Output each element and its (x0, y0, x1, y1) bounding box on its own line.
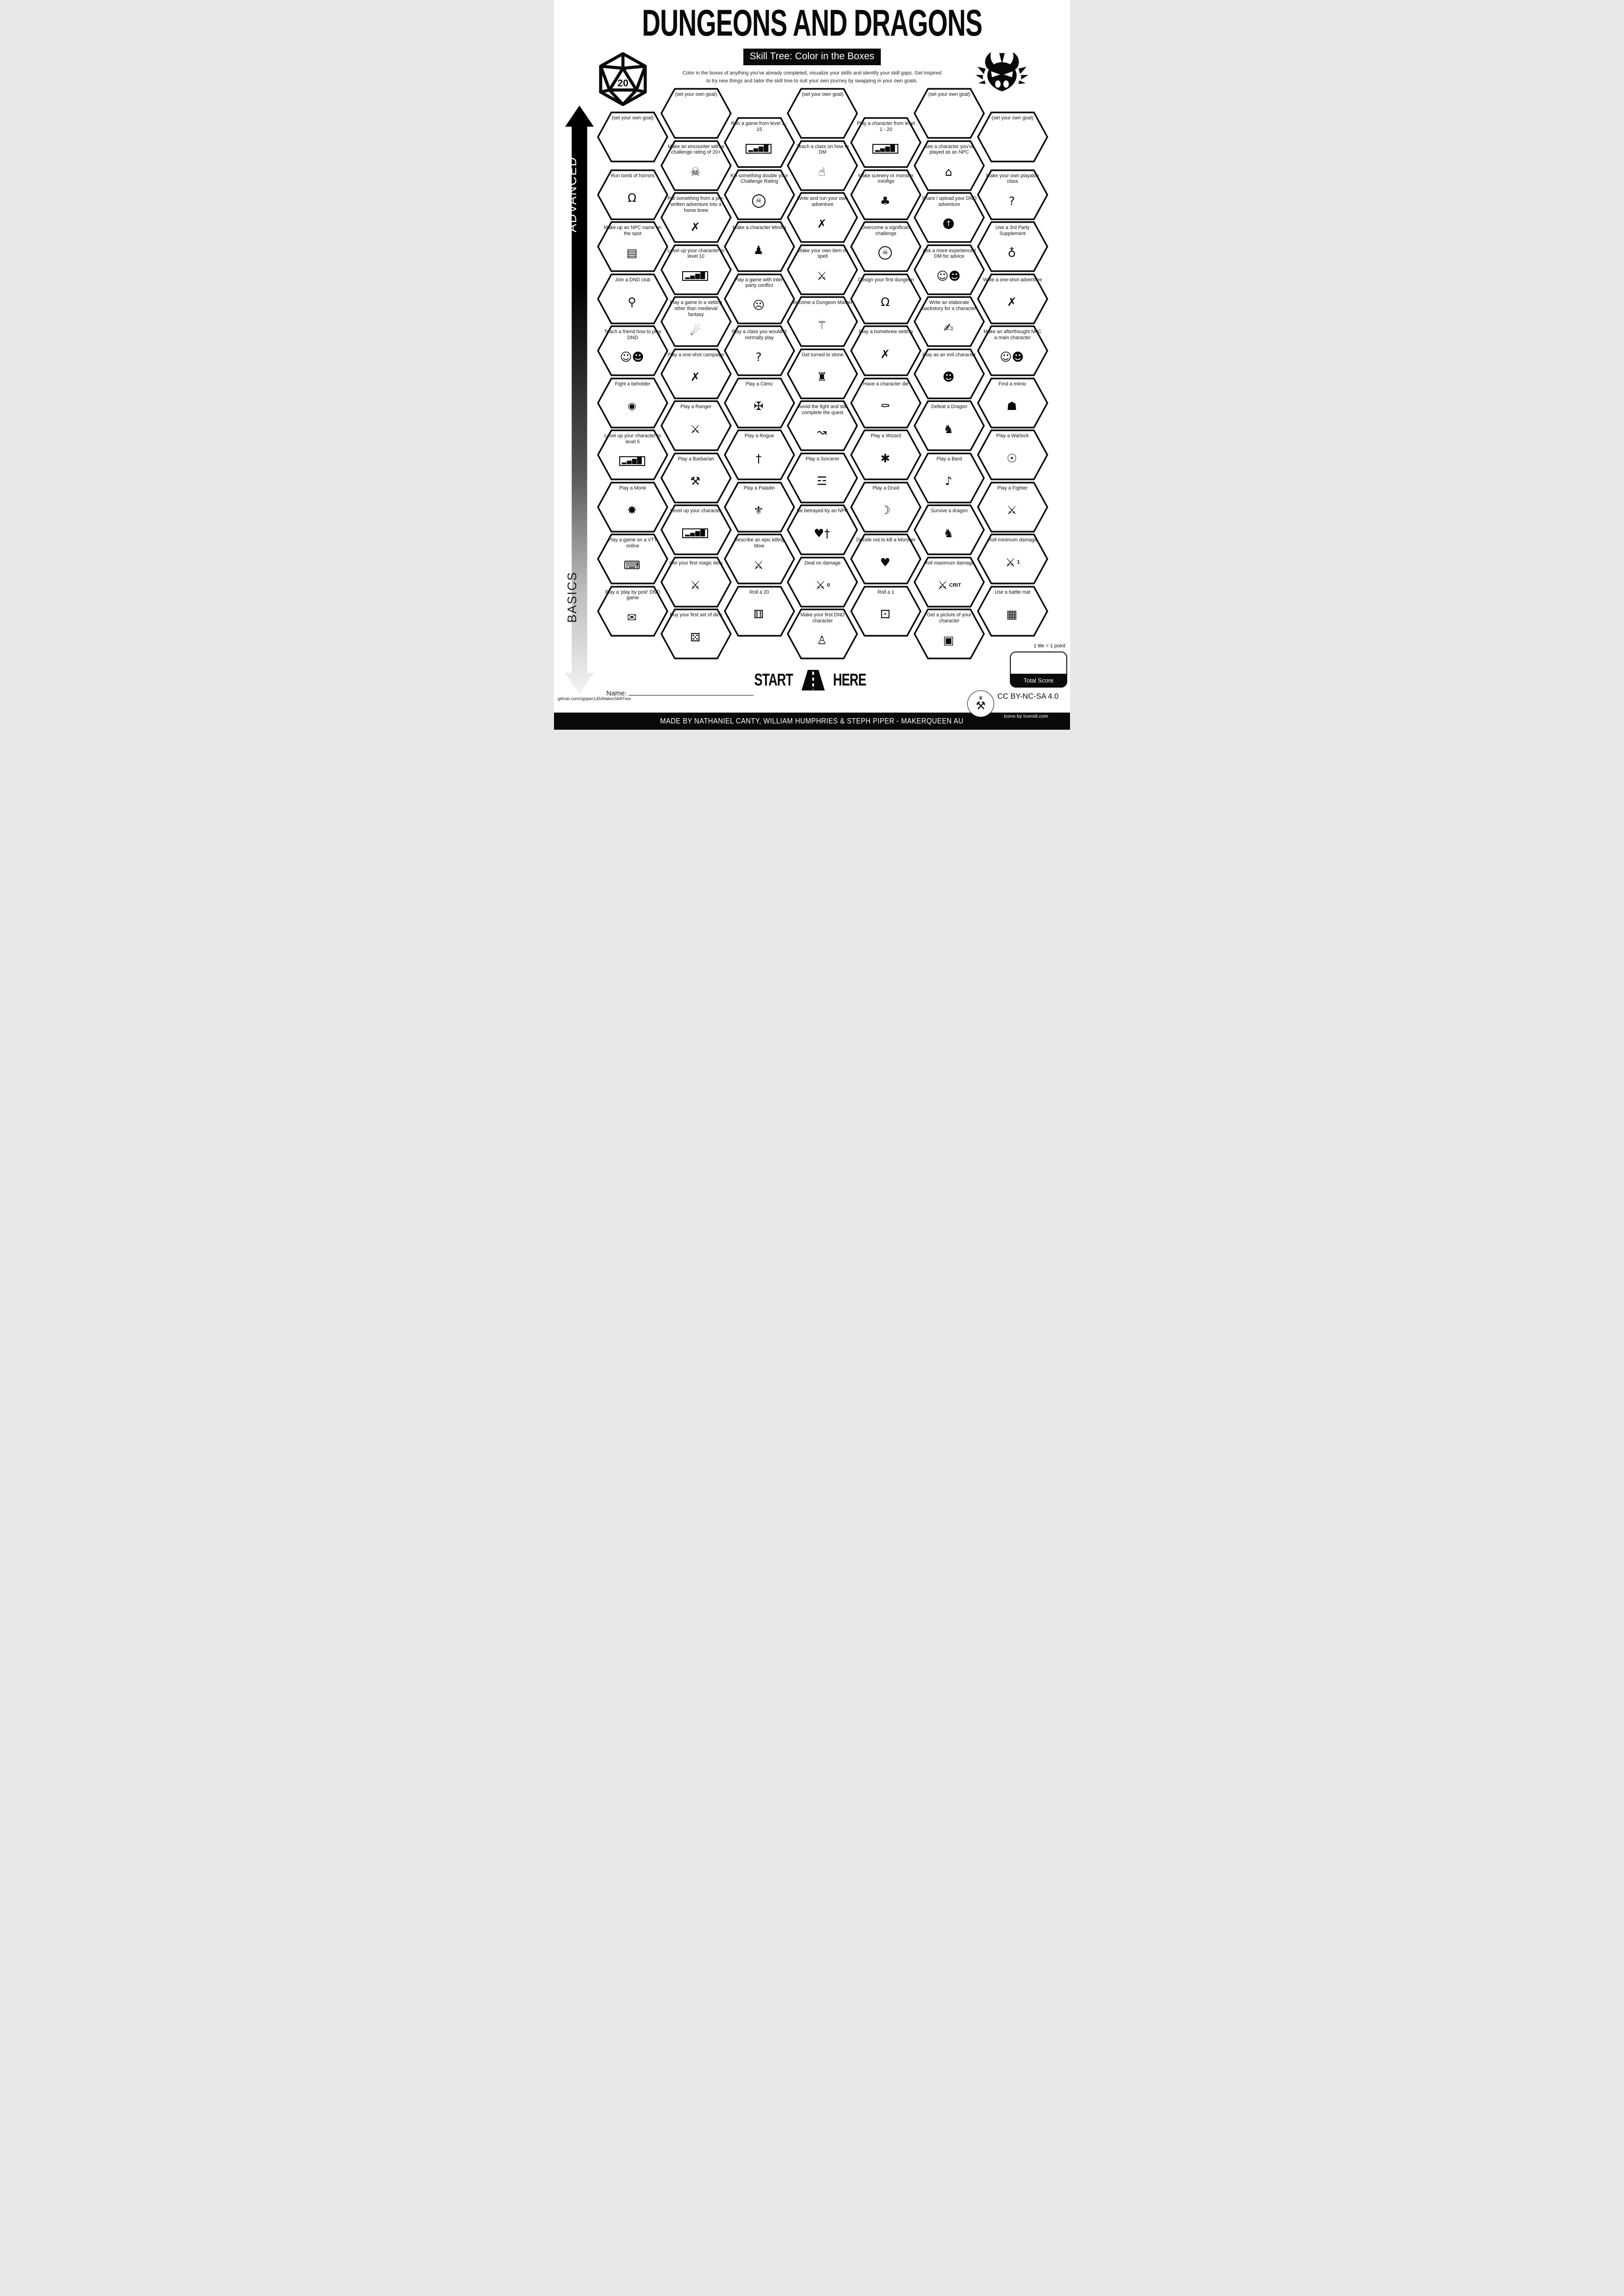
tile-label: Have a character die (863, 381, 909, 387)
beholder-eye-icon: ◉ (628, 400, 636, 412)
license: CC BY-NC-SA 4.0 (997, 692, 1059, 701)
skill-tile[interactable] (597, 533, 668, 585)
angry-face-icon: ☹ (753, 298, 765, 312)
skill-tile[interactable] (850, 429, 921, 481)
skill-tile[interactable] (914, 452, 985, 504)
skill-tile[interactable] (724, 221, 795, 273)
d20-outline-icon: ⚄ (690, 630, 701, 644)
skill-tile[interactable] (597, 169, 668, 221)
tile-label: (set your own goal) (802, 92, 844, 97)
skill-tile[interactable] (850, 533, 921, 585)
skill-tile[interactable] (787, 192, 858, 243)
dragon-hearts-icon: ♥ (880, 555, 890, 569)
crown-icon: ♛ (978, 695, 983, 701)
level-up-chart-icon: ▂▄▆█ (682, 514, 709, 556)
crypt-door-icon: Ω (627, 191, 637, 205)
skill-tree-poster (554, 0, 1070, 730)
skill-tile[interactable] (977, 273, 1048, 325)
skill-tile[interactable] (787, 556, 858, 608)
tile-label: Make scenery or monster minifigs (858, 173, 914, 185)
here-label: HERE (833, 670, 866, 689)
road-icon (800, 668, 827, 692)
tile-label: Make up an NPC name on the spot (604, 225, 662, 236)
friends-laptop-icon: ☺☻ (620, 350, 644, 364)
tile-label: Roll minimum damage (988, 537, 1037, 543)
skill-tile[interactable] (850, 377, 921, 429)
tile-label: Play a homebrew setting (859, 329, 913, 335)
upload-icon: ↑ (943, 208, 955, 243)
skill-tile[interactable] (787, 452, 858, 504)
skill-tile[interactable] (724, 117, 795, 168)
skill-tile[interactable] (597, 481, 668, 533)
house-person-icon: ⌂ (945, 165, 952, 179)
score-entry-area[interactable] (1011, 652, 1066, 674)
adventurer-icon: ♙ (816, 633, 828, 647)
skill-tile[interactable] (597, 429, 668, 481)
portrait-icon: ▣ (943, 633, 954, 647)
svg-text:20: 20 (617, 77, 628, 89)
skill-tile[interactable] (914, 244, 985, 296)
subtitle-banner: Skill Tree: Color in the Boxes (743, 49, 881, 65)
tile-label: Play a Bard (936, 456, 962, 462)
skill-tile[interactable] (660, 244, 732, 296)
skill-tile[interactable] (914, 608, 985, 660)
skill-tile[interactable] (914, 296, 985, 348)
icons-credit: Icons by Icons8.com (1004, 714, 1048, 719)
skill-tile[interactable] (724, 429, 795, 481)
name-input-line[interactable] (628, 689, 753, 695)
skill-tile[interactable] (850, 481, 921, 533)
dungeon-gate-icon: Ω (881, 295, 890, 309)
skill-tile[interactable] (660, 400, 732, 452)
tile-label: Play a Paladin (743, 485, 775, 491)
friends-laptop-icon: ☺☻ (936, 269, 961, 283)
cleric-mace-icon: ✠ (753, 399, 764, 413)
tile-label: Make your own item or spell (797, 248, 847, 260)
skill-tile[interactable] (850, 325, 921, 377)
tile-label: Overcome a significant challenge (861, 225, 911, 236)
makerqueen-badge (967, 690, 994, 717)
treasure-map-icon: ✗ (690, 370, 700, 384)
grid-mat-icon: ▦ (1006, 608, 1018, 621)
head-question-icon: ? (1008, 194, 1015, 208)
footer-text: MADE BY NATHANIEL CANTY, WILLIAM HUMPHRIES & STEPH PIPER - MAKERQUEEN AU (660, 716, 964, 726)
tile-label: (set your own goal) (611, 115, 654, 121)
magic-hand-icon: ✱ (880, 451, 890, 465)
skill-tile[interactable] (660, 556, 732, 608)
skill-tile[interactable] (660, 192, 732, 243)
tile-label: Write an elaborate backstory for a character (922, 300, 977, 311)
skill-tile[interactable] (914, 556, 985, 608)
skill-tile[interactable] (597, 221, 668, 273)
tile-label: Make your first DND character (800, 612, 845, 624)
tile-label: (set your own goal) (675, 92, 717, 97)
skill-tile[interactable] (914, 87, 985, 139)
tile-label: Play a Sorcerer (805, 456, 840, 462)
tile-label: Play a game in a setting other than medieval fantasy (670, 300, 722, 317)
tile-label: Write and run your own adventure (797, 196, 848, 207)
tree-icon: ♣ (880, 194, 890, 208)
speech-bubble-icon: ✉ (627, 610, 637, 624)
treasure-map-icon: ✗ (880, 347, 890, 361)
tile-label: Make your own playable class (986, 173, 1039, 185)
tile-label: Play as an evil character (922, 352, 976, 358)
tile-label: Run tomb of horrors (610, 173, 655, 179)
tile-label: Play a Druid (872, 485, 900, 491)
id-card-icon: ▤ (626, 246, 638, 260)
d20-one-icon: ⚀ (880, 608, 890, 621)
skill-tile[interactable] (597, 273, 668, 325)
skill-tile[interactable] (597, 585, 668, 637)
skill-tile[interactable] (914, 192, 985, 243)
skill-tile[interactable] (597, 377, 668, 429)
skill-tile[interactable] (660, 140, 732, 192)
skill-tile[interactable] (787, 348, 858, 400)
crossed-tools-icon: ⚒ (976, 699, 986, 713)
skill-tile[interactable] (787, 140, 858, 192)
skill-tile[interactable] (724, 325, 795, 377)
tile-label: Play a Monk (619, 485, 647, 491)
tile-label: Avoid the fight and still complete the quest (798, 404, 847, 416)
skill-tile[interactable] (787, 87, 858, 139)
scroll-quill-icon: ✍ (944, 321, 953, 335)
skill-tile[interactable] (977, 169, 1048, 221)
tile-label: Play a 'play by post' DND game (605, 589, 660, 601)
skill-tile[interactable] (724, 481, 795, 533)
skill-tile[interactable] (660, 87, 732, 139)
skill-tile[interactable] (977, 377, 1048, 429)
skill-tile[interactable] (977, 221, 1048, 273)
skill-tile[interactable] (660, 608, 732, 660)
tile-label: Get your first magic item (669, 560, 723, 566)
tile-label: Play a one-shot campaign (667, 352, 725, 358)
zero-damage-icon: ⚔ 0 (815, 578, 830, 592)
treasure-map-icon: ✗ (690, 220, 700, 234)
horned-skull-icon: ☠ (690, 165, 701, 179)
tile-label: Design your first dungeon (858, 277, 914, 283)
skill-tile[interactable] (850, 273, 921, 325)
tile-label: Ask a more experienced DM for advice (922, 248, 976, 260)
sword-fist-icon: ⚔ (753, 558, 764, 572)
tile-label: Make an encounter with a challenge rating of 20+ (668, 143, 724, 155)
page-title: DUNGEONS AND DRAGONS (642, 2, 982, 44)
magic-sword-icon: ⚔ (690, 578, 701, 592)
dagger-mask-icon: † (755, 451, 762, 465)
skill-tile[interactable] (597, 325, 668, 377)
tile-label: Buy your first set of dice (670, 612, 722, 618)
tile-label: Make a character Minifig (732, 225, 786, 230)
tile-label: Level up your character (670, 508, 722, 514)
double-axe-icon: ⚒ (690, 474, 701, 488)
skill-tile[interactable] (724, 533, 795, 585)
tile-label: (set your own goal) (928, 92, 971, 97)
skill-tile[interactable] (660, 348, 732, 400)
total-score-label: Total Score (1011, 674, 1066, 687)
tile-label: Use a 3rd Party Supplement (995, 225, 1030, 236)
skull-crossbones-circle-icon: ☠ (878, 237, 893, 273)
tile-label: Get a picture of your character (927, 612, 971, 624)
footer-bar (554, 713, 1070, 730)
fist-icon: ✸ (627, 503, 637, 517)
dragon-head-icon: ♞ (943, 422, 954, 436)
statue-icon: ♜ (816, 370, 828, 384)
winding-path-icon: ↝ (817, 425, 827, 439)
skill-tile[interactable] (660, 452, 732, 504)
tile-label: Be betrayed by an NPC (796, 508, 849, 514)
skill-tile[interactable] (977, 585, 1048, 637)
axis-label-advanced: ADVANCED (565, 156, 579, 233)
start-here (752, 668, 868, 692)
sword-shield-icon: ⚔ (1007, 503, 1017, 517)
skill-tile[interactable] (724, 377, 795, 429)
tile-label: Level up your character to level 10 (667, 248, 725, 260)
globe-icon: ♁ (1008, 246, 1016, 260)
devil-face-icon: ☻ (942, 370, 955, 384)
tile-point-note: 1 tile = 1 point (1033, 643, 1065, 649)
tile-label: Teach a class on how to DM (796, 143, 849, 155)
tile-label: Play a Warlock (996, 433, 1029, 439)
total-score-box[interactable] (1010, 652, 1067, 688)
skill-tile[interactable] (850, 221, 921, 273)
tile-label: Describe an epic killing blow (734, 537, 784, 549)
tile-label: Teach a friend how to play DND (604, 329, 661, 341)
axis-label-basics: BASICS (565, 571, 579, 623)
skill-tile[interactable] (787, 296, 858, 348)
skill-tile[interactable] (597, 111, 668, 163)
crossed-blades-paw-icon: ⚔ (690, 422, 701, 436)
tile-label: Become a Dungeon Master (792, 300, 852, 305)
tile-label: Put something from a pre-written adventure into a home brew (667, 196, 725, 213)
tile-label: Write a one-shot adventure (983, 277, 1042, 283)
skill-tile[interactable] (977, 533, 1048, 585)
level-up-chart-icon: ▂▄▆█ (682, 260, 709, 295)
tile-label: (set your own goal) (991, 115, 1033, 121)
skill-tile[interactable] (914, 348, 985, 400)
tile-label: Level up your character to level 5 (604, 433, 661, 445)
tile-label: Kill something double your Challenge Rating (730, 173, 788, 185)
tile-label: Join a DND club (615, 277, 651, 283)
skill-tile[interactable] (977, 429, 1048, 481)
min-damage-icon: ⚔ 1 (1005, 555, 1020, 569)
d20-twenty-icon: ⚅ (753, 608, 764, 621)
head-question-icon: ? (755, 350, 762, 364)
map-pin-icon: ⚲ (628, 295, 636, 309)
tile-label: Play a Cleric (745, 381, 773, 387)
tile-label: Fight a beholder (615, 381, 651, 387)
presenter-icon: ☝ (818, 165, 826, 179)
treasure-chest-icon: ☗ (1007, 399, 1017, 413)
winged-helmet-icon: ⚜ (753, 503, 764, 517)
level-chart-icon: ▂▄▆█ (872, 133, 900, 168)
tile-label: Roll a 1 (877, 589, 895, 595)
skill-tile[interactable] (787, 504, 858, 556)
arcane-eye-icon: ☉ (1007, 451, 1017, 465)
skill-tile[interactable] (660, 504, 732, 556)
skill-tile[interactable] (660, 296, 732, 348)
tombstone-icon: ⚰ (880, 399, 890, 413)
flame-icon: ☲ (816, 474, 828, 488)
tile-label: Play a game with inter-party conflict (734, 277, 784, 289)
skill-tile[interactable] (977, 325, 1048, 377)
description-line2: to try new things and tailor the skill tree to suit your own journey by swapping in your own goals. (706, 78, 918, 84)
tile-label: Use a battle mat (995, 589, 1031, 595)
level-chart-icon: ▂▄▆█ (746, 133, 773, 168)
skill-tile[interactable] (724, 585, 795, 637)
level-up-chart-icon: ▂▄▆█ (619, 445, 647, 481)
skull-crossbones-circle-icon: ☠ (752, 185, 767, 220)
skill-tile[interactable] (914, 140, 985, 192)
name-label: Name: (606, 689, 627, 697)
tile-label: See a character you've played as an NPC (924, 143, 974, 155)
tile-label: Decide not to kill a Monster (856, 537, 916, 543)
magic-sword-icon: ⚔ (816, 269, 828, 283)
tile-label: Play a class you wouldn't normally play (732, 329, 787, 341)
skill-tile[interactable] (914, 504, 985, 556)
tile-label: Play a Barbarian (678, 456, 714, 462)
tile-label: Play a Rogue (744, 433, 774, 439)
rocket-icon: ☄ (690, 324, 701, 338)
description-line1: Color in the boxes of anything you've already completed, visualize your skills and identify your skill gaps. Get inspired (682, 70, 942, 76)
crit-swing-icon: ⚔ CRIT (937, 578, 961, 592)
dragon-head-icon: ♞ (943, 526, 954, 540)
skill-tile[interactable] (914, 400, 985, 452)
skill-tile[interactable] (787, 608, 858, 660)
lute-icon: ♪ (945, 474, 952, 488)
tile-label: Run a game from level 1 - 15 (731, 121, 788, 132)
skill-tile[interactable] (787, 244, 858, 296)
skill-tile[interactable] (724, 169, 795, 221)
skill-tile[interactable] (850, 169, 921, 221)
hex-grid (554, 0, 1070, 730)
laptop-map-icon: ⌨ (623, 558, 641, 572)
tile-label: Roll maximum damage (924, 560, 975, 566)
skill-tile[interactable] (977, 481, 1048, 533)
tile-label: Defeat a Dragon (931, 404, 967, 410)
skill-tile[interactable] (787, 400, 858, 452)
tile-label: Play a character from level 1 - 20 (857, 121, 915, 132)
sickle-icon: ☽ (880, 503, 890, 517)
heart-dagger-icon: ♥† (814, 526, 830, 540)
tile-label: Get turned to stone (802, 352, 844, 358)
github-credit: github.com/sjpiper145/MakerSkillTree (558, 696, 631, 701)
tile-label: Play a Fighter (997, 485, 1028, 491)
tile-label: Roll a 20 (749, 589, 769, 595)
tile-label: Share / upload your DND adventure (921, 196, 977, 207)
tile-label: Play a Ranger (680, 404, 712, 410)
tile-label: Play a game on a VTT online (608, 537, 657, 549)
wizard-hat-icon: ⚚ (816, 318, 828, 332)
tile-label: Deal no damage (804, 560, 841, 566)
tile-label: Make an afterthought NPC a main character (983, 329, 1042, 341)
start-label: START (754, 670, 793, 689)
skill-tile[interactable] (850, 117, 921, 168)
treasure-map-icon: ✗ (817, 217, 827, 231)
treasure-map-icon: ✗ (1007, 295, 1017, 309)
skill-tile[interactable] (850, 585, 921, 637)
minifig-icon: ♟ (753, 243, 764, 257)
tile-label: Play a Wizard (871, 433, 901, 439)
tile-label: Survive a dragon (930, 508, 968, 514)
skill-tile[interactable] (977, 111, 1048, 163)
skill-tile[interactable] (724, 273, 795, 325)
two-people-icon: ☺☻ (1000, 350, 1024, 364)
tile-label: Find a mimic (998, 381, 1027, 387)
